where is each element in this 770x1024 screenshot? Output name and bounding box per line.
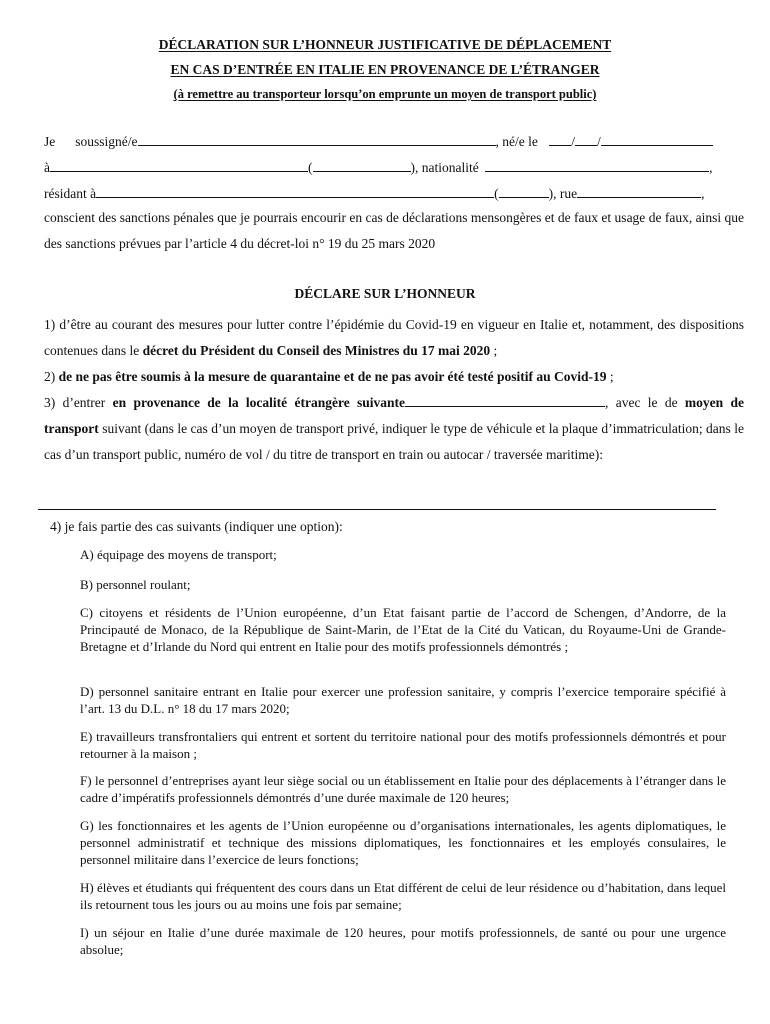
birth-province-field[interactable] [313, 158, 411, 172]
birthplace-field[interactable] [50, 158, 308, 172]
residence-city-field[interactable] [96, 184, 494, 198]
title-line-1: DÉCLARATION SUR L’HONNEUR JUSTIFICATIVE DE DÉPLACEMENT [158, 37, 612, 52]
item-3-origin-label: en provenance de la localité étrangère suivante [112, 395, 406, 410]
comma: , [709, 160, 713, 175]
birth-day-field[interactable] [549, 132, 571, 146]
sanctions-paragraph: conscient des sanctions pénales que je pourrais encourir en cas de déclarations mensongères et de faux et usage de faux, ainsi que des sanctions prévues par l’article 4 du décret-loi n° 19 du 25 mars 2020 [44, 210, 744, 251]
options-intro: 4) je fais partie des cas suivants (indiquer une option): [50, 519, 343, 534]
a-label: à [44, 160, 50, 175]
name-field[interactable] [138, 132, 496, 146]
option-f: F) le personnel d’entreprises ayant leur siège social ou un établissement en Italie pour des déplacements à l’étranger dans le cadre d’impératifs professionnels démontrés d’une durée maximale de 120 heures; [80, 773, 726, 805]
residence-province-field[interactable] [499, 184, 549, 198]
option-d: D) personnel sanitaire entrant en Italie pour exercer une profession sanitaire, y compris l’exercice temporaire spécifié à l’art. 13 du D.L. n° 18 du 17 mars 2020; [80, 684, 726, 716]
date-separator: / [597, 134, 601, 149]
birth-year-field[interactable] [601, 132, 713, 146]
date-separator: / [571, 134, 575, 149]
item-2-number: 2) [44, 369, 59, 384]
item-1-end: ; [490, 343, 498, 358]
comma: , [701, 186, 705, 201]
nationality-field[interactable] [485, 158, 709, 172]
item-1-text: 1) d’être au courant des mesures pour lutter contre l’épidémie du Covid-19 en vigueur en Italie et, notamment, des dispositions contenues dans le [44, 317, 744, 358]
option-g: G) les fonctionnaires et les agents de l’Union européenne ou d’organisations internationales, les agents diplomatiques, le personnel administratif et technique des missions diplomatiques, les fonctionnaires et les employés consulaires, le personnel militaire dans l’exercice de leurs fonctions; [80, 818, 726, 867]
nele-label: , né/e le [495, 134, 538, 149]
declare-heading: DÉCLARE SUR L’HONNEUR [294, 286, 476, 301]
identity-line-birthplace [44, 158, 744, 177]
residant-label: résidant à [44, 186, 97, 201]
option-a: A) équipage des moyens de transport; [80, 547, 277, 562]
identity-line-residence [44, 184, 744, 203]
item-1-decree: décret du Président du Conseil des Ministres du 17 mai 2020 [142, 343, 491, 358]
option-e: E) travailleurs transfrontaliers qui entrent et sortent du territoire national pour des motifs professionnels démontrés et pour retourner à la maison ; [80, 729, 726, 761]
item-3-transport-label: moyen de transport [44, 395, 744, 436]
paren-open: ( [308, 160, 313, 175]
option-h: H) élèves et étudiants qui fréquentent des cours dans un Etat différent de celui de leur résidence ou d’habitation, dans lequel ils retournent tous les jours ou au moins une fois par semaine; [80, 880, 726, 912]
item-3-text: 3) d’entrer [44, 395, 113, 410]
title-line-2: EN CAS D’ENTRÉE EN ITALIE EN PROVENANCE DE L’ÉTRANGER [170, 62, 600, 77]
transport-details-field[interactable] [38, 509, 716, 510]
birth-month-field[interactable] [575, 132, 597, 146]
je-label: Je [44, 134, 56, 149]
item-3-text-b: , avec le de [605, 395, 685, 410]
item-2-end: ; [606, 369, 614, 384]
identity-line-name [44, 132, 744, 151]
option-b: B) personnel roulant; [80, 577, 191, 592]
item-2-statement: de ne pas être soumis à la mesure de quarantaine et de ne pas avoir été testé positif au Covid-19 [58, 369, 607, 384]
origin-locality-field[interactable] [405, 393, 605, 407]
item-1 [44, 312, 744, 364]
item-3 [44, 390, 744, 468]
option-i: I) un séjour en Italie d’une durée maximale de 120 heures, pour motifs professionnels, de santé ou pour une urgence absolue; [80, 925, 726, 957]
item-2 [44, 364, 744, 390]
subtitle: (à remettre au transporteur lorsqu’on emprunte un moyen de transport public) [173, 87, 597, 101]
paren-open: ( [494, 186, 499, 201]
option-c: C) citoyens et résidents de l’Union européenne, d’un Etat faisant partie de l’accord de Schengen, d’Andorre, de la Principauté de Monaco, de la République de Saint-Marin, de l’Etat de la Cité du Vatican, du Royaume-Uni de Grande-Bretagne et d’Irlande du Nord qui entrent en Italie pour des motifs professionnels démontrés ; [80, 605, 726, 654]
street-field[interactable] [577, 184, 701, 198]
rue-label: ), rue [548, 186, 578, 201]
nationalite-label: ), nationalité [410, 160, 479, 175]
item-3-text-c: suivant (dans le cas d’un moyen de transport privé, indiquer le type de véhicule et la plaque d’immatriculation; dans le cas d’un transport public, numéro de vol / du titre de transport en train ou autocar / traversée maritime): [44, 421, 744, 462]
soussigne-label: soussigné/e [75, 134, 138, 149]
